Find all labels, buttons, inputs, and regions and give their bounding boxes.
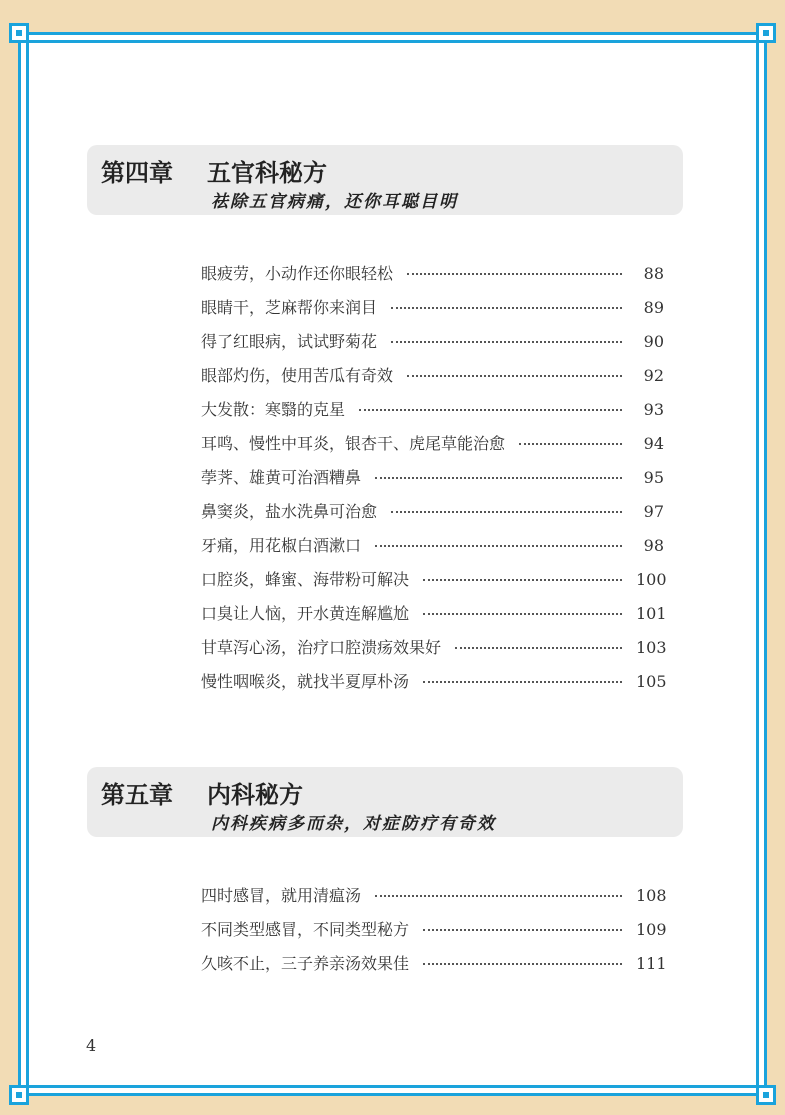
toc-entry[interactable]	[201, 601, 667, 635]
toc-leader-dots	[391, 511, 622, 513]
toc-leader-dots	[391, 307, 622, 309]
toc-entry-title: 鼻窦炎，盐水洗鼻可治愈	[201, 502, 378, 521]
toc-leader-dots	[407, 375, 622, 377]
toc-entry[interactable]	[201, 329, 664, 363]
toc-entry-title: 慢性咽喉炎，就找半夏厚朴汤	[201, 672, 410, 691]
toc-entry-page: 94	[643, 434, 664, 453]
toc-entry-title: 牙痛，用花椒白酒漱口	[201, 536, 362, 555]
toc-entry[interactable]	[201, 499, 664, 533]
chapter-number: 第五章	[101, 781, 173, 809]
toc-entry[interactable]	[201, 261, 664, 295]
toc-leader-dots	[455, 647, 622, 649]
toc-entry-page: 101	[636, 604, 667, 623]
toc-entry-page: 111	[636, 954, 667, 973]
toc-entry-page: 93	[643, 400, 664, 419]
toc-entry-title: 不同类型感冒，不同类型秘方	[201, 920, 410, 939]
toc-entry[interactable]	[201, 951, 667, 985]
toc-entry-page: 95	[643, 468, 664, 487]
toc-entry-title: 久咳不止，三子养亲汤效果佳	[201, 954, 410, 973]
toc-entry[interactable]	[201, 363, 664, 397]
toc-leader-dots	[375, 477, 622, 479]
toc-entry[interactable]	[201, 669, 667, 703]
chapter-subtitle: 祛除五官病痛，还你耳聪目明	[211, 192, 458, 212]
chapter-subtitle: 内科疾病多而杂，对症防疗有奇效	[211, 814, 496, 834]
toc-entry[interactable]	[201, 567, 667, 601]
toc-entry-page: 88	[643, 264, 664, 283]
toc-entry-title: 眼部灼伤，使用苦瓜有奇效	[201, 366, 394, 385]
chapter-title: 内科秘方	[207, 781, 303, 809]
toc-entry[interactable]	[201, 465, 664, 499]
page-number: 4	[86, 1036, 97, 1055]
toc-leader-dots	[423, 579, 622, 581]
toc-entry-title: 耳鸣、慢性中耳炎，银杏干、虎尾草能治愈	[201, 434, 506, 453]
toc-entry[interactable]	[201, 883, 667, 917]
toc-leader-dots	[391, 341, 622, 343]
toc-leader-dots	[375, 545, 622, 547]
toc-entry-page: 109	[636, 920, 667, 939]
chapter-title: 五官科秘方	[207, 159, 327, 187]
frame-corner-ornament	[756, 1085, 776, 1105]
toc-entry[interactable]	[201, 295, 664, 329]
toc-entry-page: 108	[636, 886, 667, 905]
toc-entry-page: 105	[636, 672, 667, 691]
chapter-5-header	[87, 767, 683, 837]
toc-entry[interactable]	[201, 397, 664, 431]
chapter-4-header	[87, 145, 683, 215]
toc-leader-dots	[407, 273, 622, 275]
chapter-5-toc	[201, 883, 667, 985]
toc-entry-page: 100	[636, 570, 667, 589]
toc-entry-page: 97	[643, 502, 664, 521]
chapter-number: 第四章	[101, 159, 173, 187]
toc-entry-title: 荸荠、雄黄可治酒糟鼻	[201, 468, 362, 487]
toc-entry[interactable]	[201, 431, 664, 465]
frame-corner-ornament	[9, 23, 29, 43]
toc-entry-title: 眼疲劳，小动作还你眼轻松	[201, 264, 394, 283]
toc-entry-page: 98	[643, 536, 664, 555]
toc-entry-title: 口腔炎，蜂蜜、海带粉可解决	[201, 570, 410, 589]
toc-leader-dots	[359, 409, 622, 411]
toc-leader-dots	[423, 963, 622, 965]
toc-entry-title: 甘草泻心汤，治疗口腔溃疡效果好	[201, 638, 442, 657]
toc-entry[interactable]	[201, 917, 667, 951]
toc-entry-title: 得了红眼病，试试野菊花	[201, 332, 378, 351]
chapter-4-toc	[201, 261, 667, 703]
toc-entry-page: 89	[643, 298, 664, 317]
toc-entry-title: 大发散：寒翳的克星	[201, 400, 346, 419]
frame-corner-ornament	[756, 23, 776, 43]
toc-entry-title: 四时感冒，就用清瘟汤	[201, 886, 362, 905]
toc-entry-page: 90	[643, 332, 664, 351]
toc-entry[interactable]	[201, 635, 667, 669]
toc-entry-page: 92	[643, 366, 664, 385]
toc-leader-dots	[423, 929, 622, 931]
toc-entry[interactable]	[201, 533, 664, 567]
toc-leader-dots	[519, 443, 622, 445]
toc-entry-title: 口臭让人恼，开水黄连解尴尬	[201, 604, 410, 623]
toc-entry-page: 103	[636, 638, 667, 657]
frame-corner-ornament	[9, 1085, 29, 1105]
toc-leader-dots	[375, 895, 622, 897]
toc-entry-title: 眼睛干，芝麻帮你来润目	[201, 298, 378, 317]
toc-leader-dots	[423, 681, 622, 683]
toc-leader-dots	[423, 613, 622, 615]
